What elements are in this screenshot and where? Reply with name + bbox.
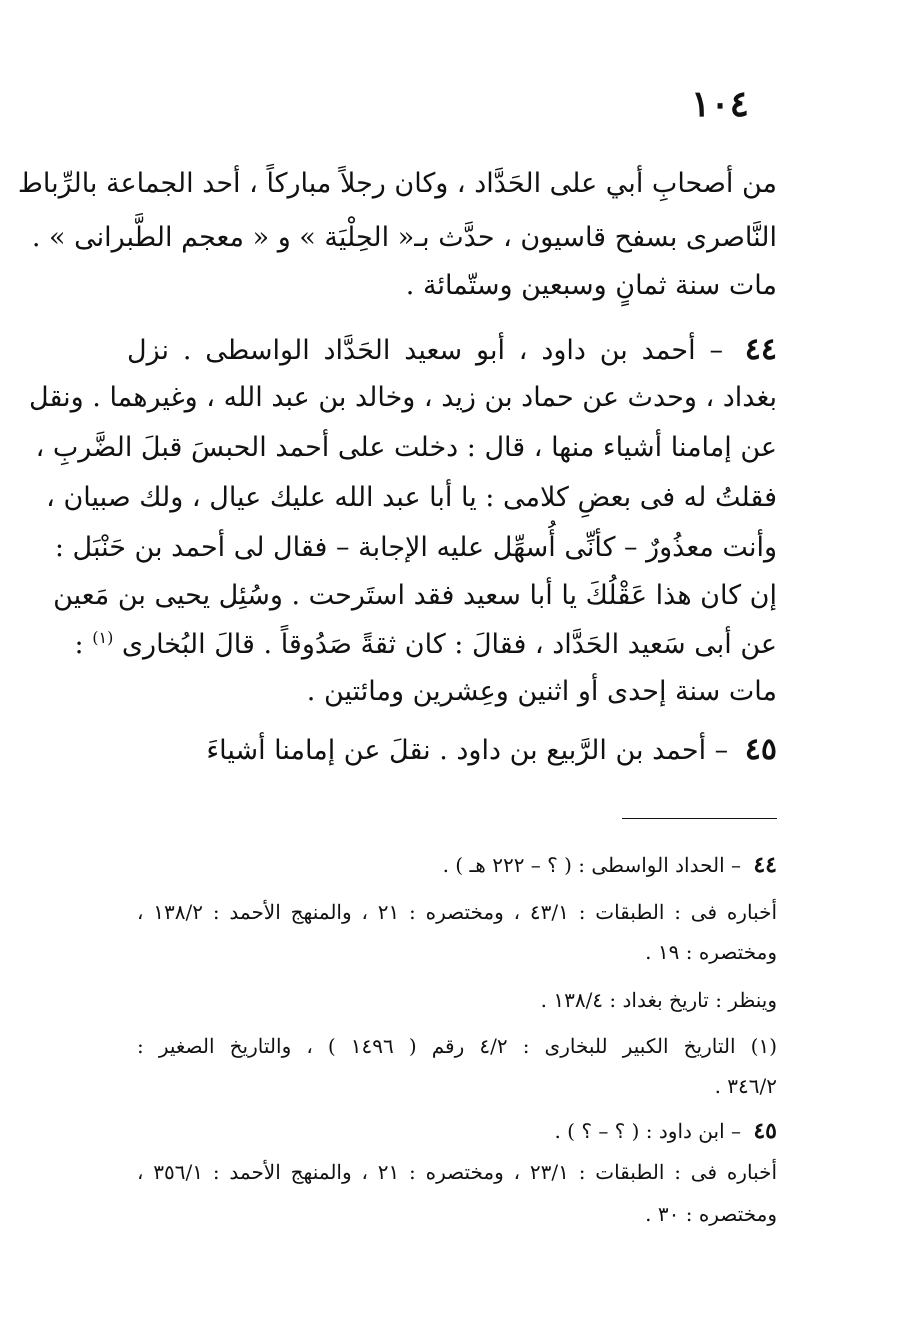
footnote-line: (١) التاريخ الكبير للبخارى : ٤/٢ رقم ( ١٤٩٦ ) ، والتاريخ الصغير : bbox=[137, 1034, 778, 1058]
body-line: عن إمامنا أشياء منها ، قال : دخلت على أحمد الحبسَ قبلَ الضَّربِ ، bbox=[35, 432, 777, 463]
entry-44-heading-line: ٤٤ – أحمد بن داود ، أبو سعيد الحَدَّاد الواسطى . نزل bbox=[127, 332, 778, 367]
body-line: إن كان هذا عَقْلُكَ يا أبا سعيد فقد استَرحت . وسُئِل يحيى بن مَعين bbox=[53, 580, 777, 611]
footnote-line: أخباره فى : الطبقات : ٤٣/١ ، ومختصره : ٢١ ، والمنهج الأحمد : ١٣٨/٢ ، bbox=[137, 900, 778, 924]
body-line: عن أبى سَعيد الحَدَّاد ، فقالَ : كان ثقةً صَدُوقاً . قالَ البُخارى $^{(١)}$ : bbox=[74, 628, 777, 660]
footnote-line: ومختصره : ١٩ . bbox=[645, 940, 777, 964]
footnote-line: أخباره فى : الطبقات : ٢٣/١ ، ومختصره : ٢١ ، والمنهج الأحمد : ٣٥٦/١ ، bbox=[137, 1160, 778, 1184]
footnote-line: ٤٥ – ابن داود : ( ؟ – ؟ ) . bbox=[554, 1118, 777, 1144]
body-line: فقلتُ له فى بعضِ كلامى : يا أبا عبد الله عليك عيال ، ولك صبيان ، bbox=[46, 482, 777, 513]
body-line: وأنت معذُورٌ – كأنِّى أُسهِّل عليه الإجابة – فقال لى أحمد بن حَنْبَل : bbox=[54, 532, 777, 563]
body-line: مات سنة ثمانٍ وسبعين وستّمائة . bbox=[405, 270, 777, 301]
entry-45-heading-line: ٤٥ – أحمد بن الرَّبيع بن داود . نقلَ عن إمامنا أشياءَ bbox=[206, 732, 777, 767]
footnote-reference: (١) bbox=[92, 628, 114, 647]
footnote-line: وينظر : تاريخ بغداد : ١٣٨/٤ . bbox=[540, 988, 777, 1012]
body-line: من أصحابِ أبي على الحَدَّاد ، وكان رجلاً مباركاً ، أحد الجماعة بالرِّباط bbox=[17, 168, 777, 199]
page-number: ١٠٤ bbox=[690, 83, 749, 125]
body-line: مات سنة إحدى أو اثنين وعِشرين ومائتين . bbox=[306, 676, 777, 707]
footnote-divider bbox=[622, 818, 777, 819]
entry-number-44: ٤٤ bbox=[744, 332, 778, 367]
body-line: النَّاصرى بسفح قاسيون ، حدَّث بـ« الحِلْيَة » و « معجم الطَّبرانى » . bbox=[31, 222, 777, 253]
footnote-line: ٤٤ – الحداد الواسطى : ( ؟ – ٢٢٢ هـ ) . bbox=[442, 852, 777, 878]
footnote-line: ومختصره : ٣٠ . bbox=[645, 1202, 777, 1226]
footnote-line: ٣٤٦/٢ . bbox=[714, 1074, 777, 1098]
body-line: بغداد ، وحدث عن حماد بن زيد ، وخالد بن عبد الله ، وغيرهما . ونقل bbox=[29, 382, 777, 413]
entry-number-45: ٤٥ bbox=[744, 732, 777, 767]
